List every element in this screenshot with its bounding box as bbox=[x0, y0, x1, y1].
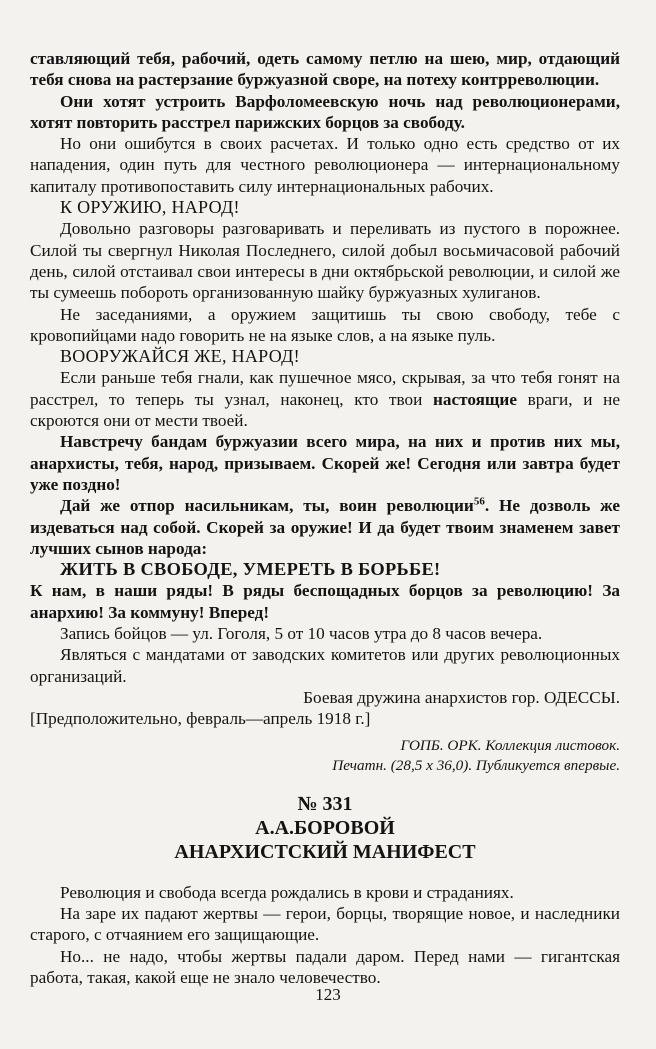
signature: Боевая дружина анархистов гор. ОДЕССЫ. bbox=[303, 687, 620, 707]
footnote-marker: 56 bbox=[473, 495, 485, 508]
paragraph: На заре их падают жертвы — герои, борцы, творящие новое, и наследники старого, с отчаянием его защищающие. bbox=[30, 904, 620, 945]
paragraph: Являться с мандатами от заводских комитетов или других революционных организаций. bbox=[30, 645, 620, 686]
paragraph: Они хотят устроить Варфоломеевскую ночь над революционерами, хотят повторить расстрел парижских борцов за свободу. bbox=[30, 91, 620, 132]
paragraph: Революция и свобода всегда рождались в крови и страданиях. bbox=[60, 882, 514, 902]
paragraph: Довольно разговоры разговаривать и переливать из пустого в порожнее. Силой ты свергнул Николая Последнего, силой добыл восьмичасовой рабочий день, силой отстаивал свои интересы в дни октябрьской революции, и силой же ты сумеешь побороть организованную шайку буржуазных хулиганов. bbox=[30, 219, 620, 303]
emphasis-text: настоящие bbox=[433, 389, 517, 409]
paragraph: К нам, в наши ряды! В ряды беспощадных борцов за революцию! За анархию! За коммуну! Вперед! bbox=[30, 581, 620, 622]
paragraph: Не заседаниями, а оружием защитишь ты свою свободу, тебе с кровопийцами надо говорить не на языке слов, а на языке пуль. bbox=[30, 304, 620, 345]
paragraph bbox=[30, 367, 620, 431]
paragraph-text: Дай же отпор насильникам, ты, воин революции bbox=[60, 496, 474, 516]
paragraph-text: враги, и не скроются они от мести твоей. bbox=[30, 389, 620, 431]
paragraph bbox=[30, 495, 620, 559]
paragraph: Навстречу бандам буржуазии всего мира, на них и против них мы, анархисты, тебя, народ, призываем. Скорей же! Сегодня или завтра будет уже поздно! bbox=[30, 432, 620, 494]
page-text bbox=[30, 48, 620, 988]
paragraph-text: . Не дозволь же издеваться над собой. Скорей за оружие! И да будет твоим знаменем завет лучших сынов народа: bbox=[30, 496, 620, 558]
paragraph: Запись бойцов — ул. Гоголя, 5 от 10 часов утра до 8 часов вечера. bbox=[60, 624, 543, 644]
page-number: 123 bbox=[315, 985, 341, 1004]
paragraph: Но... не надо, чтобы жертвы падали даром. Перед нами — гигантская работа, такая, какой еще не знало человечество. bbox=[30, 946, 620, 987]
source-line: Печатн. (28,5 х 36,0). Публикуется впервые. bbox=[332, 756, 620, 774]
paragraph-text: Если раньше тебя гнали, как пушечное мясо, скрывая, за что тебя гонят на расстрел, то теперь ты узнал, наконец, кто твои bbox=[30, 368, 620, 409]
date-note: [Предположительно, февраль—апрель 1918 г.] bbox=[30, 709, 371, 729]
slogan: К ОРУЖИЮ, НАРОД! bbox=[60, 197, 240, 218]
document-author: А.А.БОРОВОЙ bbox=[255, 816, 395, 839]
document-title: АНАРХИСТСКИЙ МАНИФЕСТ bbox=[174, 840, 476, 863]
slogan: ВООРУЖАЙСЯ ЖЕ, НАРОД! bbox=[60, 346, 300, 367]
source-line: ГОПБ. ОРК. Коллекция листовок. bbox=[400, 736, 620, 754]
paragraph: ставляющий тебя, рабочий, одеть самому петлю на шею, мир, отдающий тебя снова на растерзание буржуазной своре, на потеху контрреволюции. bbox=[30, 49, 620, 90]
paragraph: Но они ошибутся в своих расчетах. И только одно есть средство от их нападения, один путь для честного революционера — интернациональному капиталу противопоставить силу интернациональных рабочих. bbox=[30, 134, 620, 196]
slogan: ЖИТЬ В СВОБОДЕ, УМЕРЕТЬ В БОРЬБЕ! bbox=[60, 559, 441, 580]
document-number: № 331 bbox=[297, 792, 353, 815]
